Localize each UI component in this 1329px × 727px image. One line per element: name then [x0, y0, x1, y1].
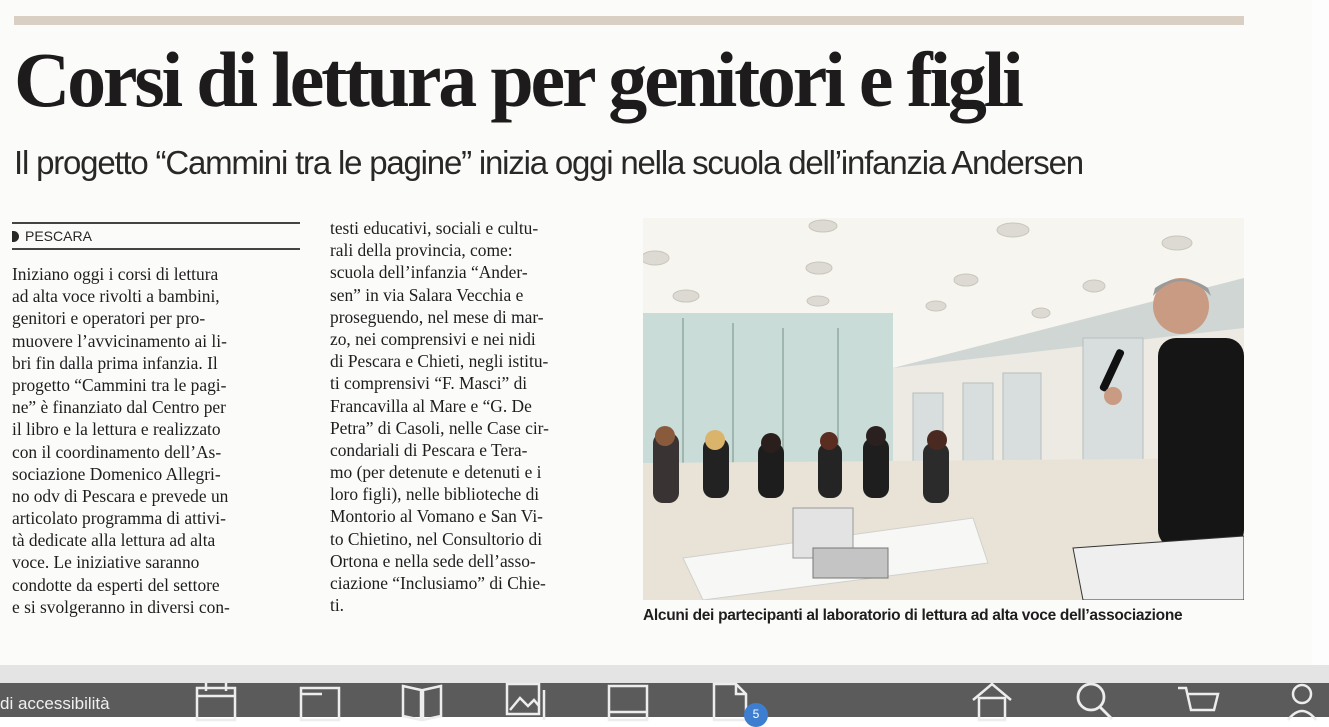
page-icon[interactable] — [606, 680, 650, 717]
text-line: ti comprensivi “F. Masci” di — [330, 373, 528, 394]
article-subheadline: Il progetto “Cammini tra le pagine” inizia oggi nella scuola dell’infanzia Andersen — [14, 144, 1083, 181]
calendar-icon[interactable] — [194, 680, 238, 717]
text-line: condotte da esperti del settore — [12, 574, 220, 595]
photo-caption: Alcuni dei partecipanti al laboratorio di lettura ad alta voce dell’associazione — [643, 607, 1183, 624]
home-icon[interactable] — [970, 680, 1014, 717]
text-line: Iniziano oggi i corsi di lettura — [12, 264, 219, 284]
text-line: tà dedicate alla lettura ad alta — [12, 530, 216, 551]
text-line: Ortona e nella sede dell’asso- — [330, 550, 536, 571]
image-icon[interactable] — [504, 680, 548, 717]
text-line: ne” è finanziato dal Centro per — [12, 397, 226, 418]
article-photo — [643, 218, 1244, 600]
text-line: Francavilla al Mare e “G. De — [330, 395, 532, 416]
text-line: articolato programma di attivi- — [12, 508, 226, 529]
dateline — [12, 222, 300, 250]
text-line: testi educativi, sociali e cultu- — [330, 218, 539, 238]
text-line: to Chietino, nel Consultorio di — [330, 528, 543, 549]
text-line: loro figli), nelle biblioteche di — [330, 484, 540, 505]
text-line: zo, nei comprensivi e nei nidi — [330, 328, 536, 349]
article-column-1 — [12, 263, 302, 618]
text-line: ad alta voce rivolti a bambini, — [12, 286, 220, 307]
text-line: no odv di Pescara e prevede un — [12, 485, 229, 506]
user-icon[interactable] — [1282, 680, 1326, 717]
text-line: muovere l’avvicinamento ai li- — [12, 330, 227, 351]
text-line: bri fin dalla prima infanzia. Il — [12, 352, 218, 373]
text-line: voce. Le iniziative saranno — [12, 552, 200, 573]
text-line: di Pescara e Chieti, negli istitu- — [330, 351, 549, 372]
text-line: ti. — [330, 595, 345, 616]
text-line: ciazione “Inclusiamo” di Chie- — [330, 573, 546, 593]
folder-icon[interactable] — [298, 680, 342, 717]
text-line: progetto “Cammini tra le pagi- — [12, 374, 227, 395]
text-line: Petra” di Casoli, nelle Case cir- — [330, 417, 549, 438]
text-line: condariali di Pescara e Tera- — [330, 439, 528, 460]
text-line: mo (per detenute e detenuti e i — [330, 462, 542, 483]
text-line: sociazione Domenico Allegri- — [12, 463, 221, 484]
article-column-2 — [330, 217, 620, 616]
page-edge — [1312, 0, 1329, 665]
cart-icon[interactable] — [1176, 680, 1220, 717]
dateline-bullet-icon — [12, 231, 19, 242]
text-line: con il coordinamento dell’As- — [12, 441, 222, 462]
text-line: Montorio al Vomano e San Vi- — [330, 506, 543, 527]
text-line: scuola dell’infanzia “Ander- — [330, 262, 528, 283]
accessibility-link[interactable]: di accessibilità — [0, 694, 110, 713]
article-headline: Corsi di lettura per genitori e figli — [14, 36, 1021, 123]
text-line: rali della provincia, come: — [330, 240, 513, 261]
header-rule — [14, 16, 1244, 25]
text-line: genitori e operatori per pro- — [12, 308, 206, 329]
text-line: sen” in via Salara Vecchia e — [330, 284, 524, 305]
book-icon[interactable] — [400, 680, 444, 717]
text-line: e si svolgeranno in diversi con- — [12, 596, 230, 617]
classroom-photo-illustration — [643, 218, 1244, 600]
search-icon[interactable] — [1072, 680, 1116, 717]
dateline-label: PESCARA — [25, 228, 92, 244]
text-line: il libro e la lettura e realizzato — [12, 419, 221, 440]
notification-badge: 5 — [744, 703, 768, 727]
text-line: proseguendo, nel mese di mar- — [330, 306, 544, 327]
